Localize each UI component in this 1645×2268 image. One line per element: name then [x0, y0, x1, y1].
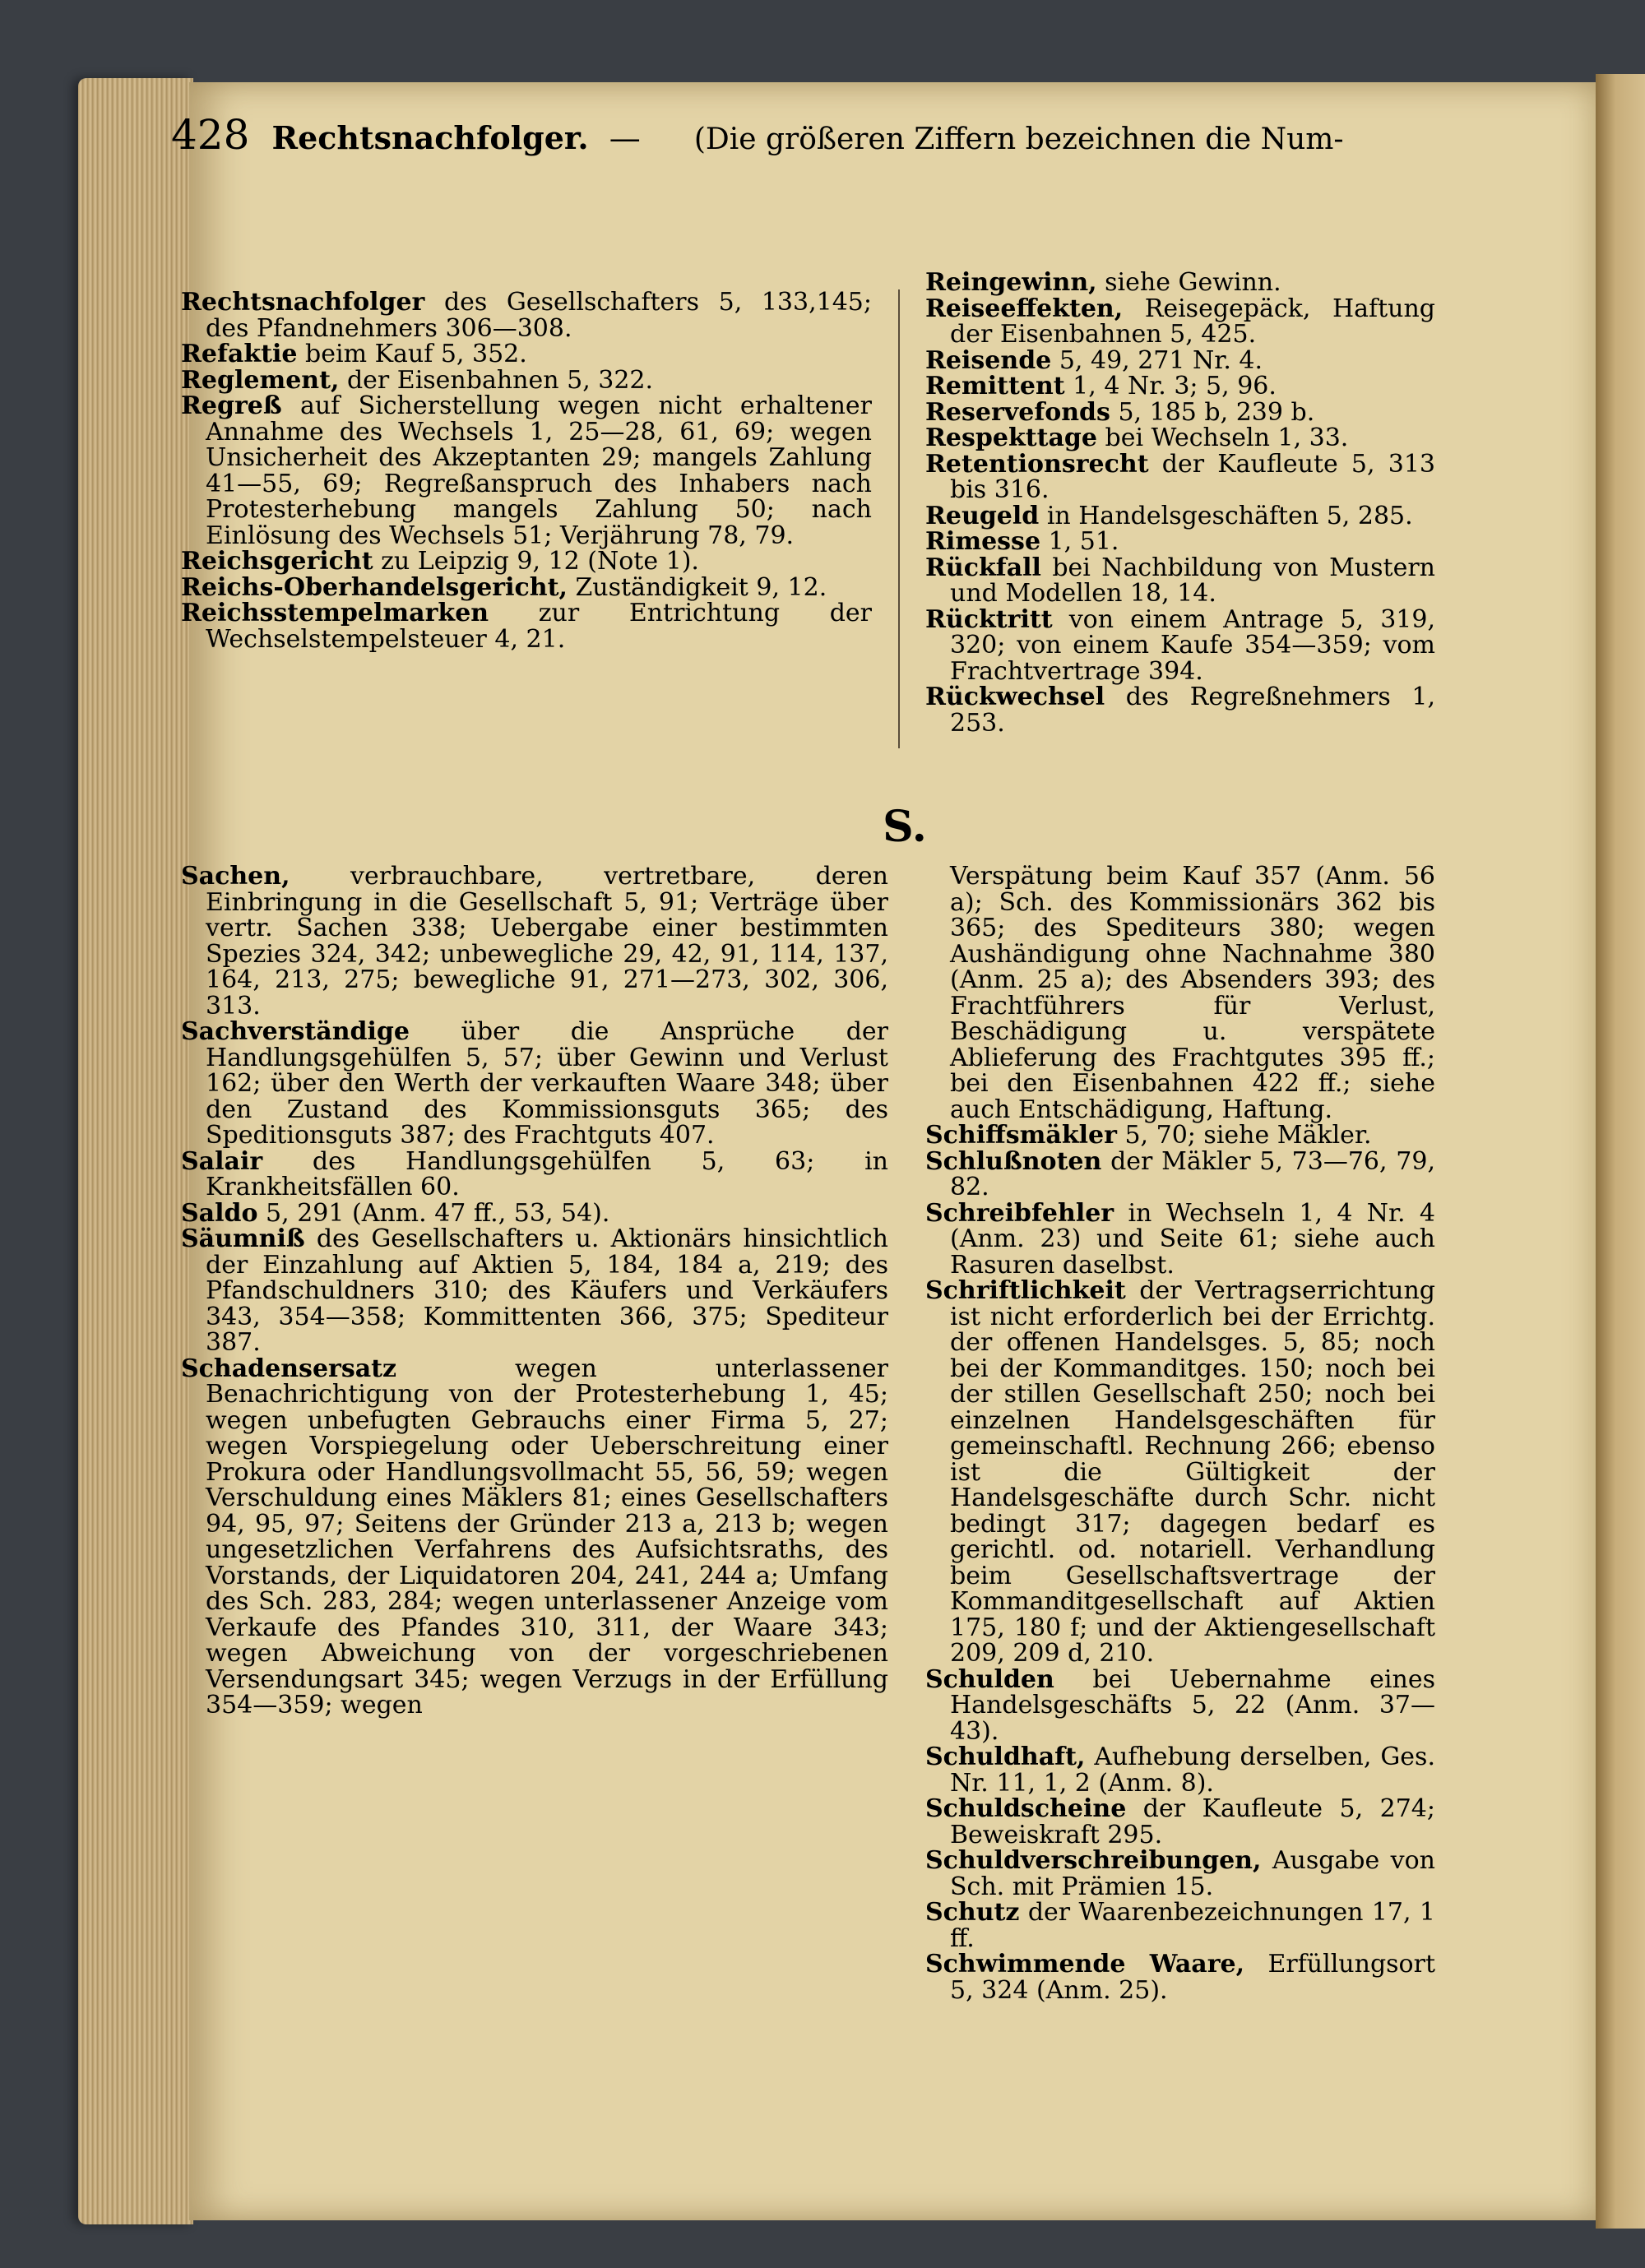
index-entry	[181, 1019, 888, 1149]
entry-text: auf Sicherstellung wegen nicht erhaltener Annahme des Wechsels 1, 25—28, 61, 69; wegen Unsicherheit des Akzeptanten 29; mangels Zahlung 41—55, 69; Regreßanspruch des Inhabers nach Protesterhebung mangels Zahlung 50; nach Einlösung des Wechsels 51; Verjährung 78, 79.	[206, 391, 872, 550]
index-entry	[925, 373, 1435, 400]
entry-text: Aufhebung derselben, Ges. Nr. 11, 1, 2 (Anm. 8).	[950, 1743, 1435, 1798]
index-entry	[925, 345, 1435, 375]
entry-headword: Respekttage	[925, 424, 1097, 452]
index-entry	[925, 1122, 1435, 1149]
index-entry	[925, 1744, 1435, 1796]
entry-text: der Kaufleute 5, 313 bis 316.	[950, 449, 1435, 504]
entry-text: des Handlungsgehülfen 5, 63; in Krankheitsfällen 60.	[206, 1146, 888, 1201]
entry-headword: Rückfall	[925, 553, 1041, 582]
entry-headword: Retentionsrecht	[925, 449, 1149, 479]
entry-text: 5, 70; siehe Mäkler.	[1116, 1121, 1372, 1150]
header-dash: —	[609, 120, 641, 156]
entry-headword: Reglement,	[181, 365, 340, 395]
entry-text: zur Entrichtung der Wechselstempelsteuer 4, 21.	[206, 599, 872, 654]
entry-text: Ausgabe von Sch. mit Prämien 15.	[950, 1846, 1435, 1901]
entry-text: von einem Antrage 5, 319, 320; von einem Kaufe 354—359; vom Frachtvertrage 394.	[950, 604, 1435, 686]
entry-headword: Refaktie	[181, 340, 298, 368]
index-entry	[181, 863, 888, 1019]
index-entry	[925, 684, 1435, 736]
entry-text: des Regreßnehmers 1, 253.	[950, 683, 1435, 738]
index-entry	[181, 1198, 888, 1228]
entry-headword: Reugeld	[925, 501, 1040, 530]
entry-text: über die Ansprüche der Handlungsgehülfen 5, 57; über Gewinn und Verlust 162; über den Werth der verkauften Waare 348; über den Zustand des Kommissionsguts 365; des Speditionsguts 387; des Frachtguts 407.	[206, 1017, 888, 1150]
entry-text: in Handelsgeschäften 5, 285.	[1039, 501, 1413, 530]
entry-headword: Schuldscheine	[925, 1794, 1127, 1823]
entry-text: wegen unterlassener Benachrichtigung von der Protesterhebung 1, 45; wegen unbefugten Gebrauchs einer Firma 5, 27; wegen Vorspiegelung oder Ueberschreitung einer Prokura oder Handlungsvollmacht 55, 56, 59; wegen Verschuldung eines Mäklers 81; eines Gesellschafters 94, 95, 97; Seitens der Gründer 213 a, 213 b; wegen ungesetzlichen Verfahrens des Aufsichtsraths, des Vorstands, der Liquidatoren 204, 241, 244 a; Umfang des Sch. 283, 284; wegen unterlassener Anzeige vom Verkaufe des Pfandes 310, 311, der Waare 343; wegen Abweichung von der vorgeschriebenen Versendungsart 345; wegen Verzugs in der Erfüllung 354—359; wegen	[206, 1354, 888, 1720]
index-entry	[181, 341, 872, 368]
index-entry	[925, 1796, 1435, 1848]
entry-text: verbrauchbare, vertretbare, deren Einbringung in die Gesellschaft 5, 91; Verträge über vertr. Sachen 338; Uebergabe einer bestimmten Spezies 324, 342; unbewegliche 29, 42, 91, 114, 137, 164, 213, 275; bewegliche 91, 271—273, 302, 306, 313.	[206, 862, 888, 1021]
header-title: Rechtsnachfolger.	[271, 119, 589, 156]
entry-text: Zuständigkeit 9, 12.	[567, 572, 827, 602]
index-entry	[181, 1226, 888, 1356]
index-entry	[925, 1900, 1435, 1951]
entry-headword: Sachverständige	[181, 1017, 410, 1046]
entry-headword: Rechtsnachfolger	[181, 288, 425, 317]
facing-page-edge	[1596, 74, 1645, 2229]
entry-headword: Reichs-Oberhandelsgericht,	[181, 572, 568, 602]
index-entry	[925, 425, 1435, 451]
index-entry	[925, 529, 1435, 555]
column-bottom-left	[181, 863, 888, 1719]
index-entry	[925, 1664, 1435, 1746]
entry-text: bei Uebernahme eines Handelsgeschäfts 5, 22 (Anm. 37—43).	[950, 1664, 1435, 1746]
entry-headword: Remittent	[925, 372, 1065, 400]
entry-text: 5, 49, 271 Nr. 4.	[1051, 345, 1263, 375]
entry-text: siehe Gewinn.	[1096, 268, 1281, 297]
index-entry	[925, 451, 1435, 503]
entry-headword: Schuldhaft,	[925, 1743, 1086, 1771]
entry-continuation: Verspätung beim Kauf 357 (Anm. 56 a); Sch. des Kommissionärs 362 bis 365; des Spediteurs 380; wegen Aushändigung ohne Nachnahme 380 (Anm. 25 a); des Absenders 393; des Frachtführers für Verlust, Beschädigung u. verspätete Ablieferung des Frachtgutes 395 ff.; bei den Eisenbahnen 422 ff.; siehe auch Entschädigung, Haftung.	[950, 862, 1435, 1124]
index-entry	[181, 1146, 888, 1201]
entry-headword: Rückwechsel	[925, 683, 1105, 711]
entry-headword: Reisende	[925, 345, 1052, 375]
entry-headword: Schiffsmäkler	[925, 1121, 1117, 1150]
page-number: 428	[171, 111, 250, 159]
entry-text: in Wechseln 1, 4 Nr. 4 (Anm. 23) und Seite 61; siehe auch Rasuren daselbst.	[950, 1198, 1435, 1280]
entry-headword: Reservefonds	[925, 397, 1110, 427]
entry-text: der Mäkler 5, 73—76, 79, 82.	[950, 1146, 1435, 1201]
entry-text: des Gesellschafters 5, 133,145; des Pfandnehmers 306—308.	[206, 288, 872, 343]
entry-headword: Schriftlichkeit	[925, 1276, 1126, 1305]
entry-text: Reisegepäck, Haftung der Eisenbahnen 5, 425.	[950, 294, 1435, 349]
entry-headword: Schulden	[925, 1664, 1054, 1694]
index-entry	[181, 393, 872, 548]
index-entry	[181, 1356, 888, 1719]
index-entry	[181, 365, 872, 395]
entry-text: der Kaufleute 5, 274; Beweiskraft 295.	[950, 1794, 1435, 1849]
entry-headword: Sachen,	[181, 862, 290, 891]
index-entry	[925, 270, 1435, 296]
entry-text: 5, 291 (Anm. 47 ff., 53, 54).	[257, 1198, 610, 1228]
entry-headword: Regreß	[181, 391, 282, 420]
index-entry	[925, 1198, 1435, 1280]
entry-headword: Schutz	[925, 1898, 1020, 1927]
entry-text: zu Leipzig 9, 12 (Note 1).	[373, 547, 699, 576]
entry-headword: Reichsgericht	[181, 547, 373, 576]
index-entry	[181, 572, 872, 602]
running-head	[171, 111, 1388, 169]
index-entry	[925, 397, 1435, 427]
index-entry	[925, 1278, 1435, 1667]
entry-text: der Vertragserrichtung ist nicht erforderlich bei der Errichtg. der offenen Handelsges. 5, 85; noch bei der Kommanditges. 150; noch bei der stillen Gesellschaft 250; noch bei einzelnen Handelsgeschäften für gemeinschaftl. Rechnung 266; ebenso ist die Gültigkeit der Handelsgeschäfte durch Schr. nicht bedingt 317; dagegen bedarf es gerichtl. od. notariell. Verhandlung beim Gesellschaftsvertrage der Kommanditgesellschaft auf Aktien 175, 180 f; und der Aktiengesellschaft 209, 209 d, 210.	[950, 1276, 1435, 1668]
column-divider	[898, 289, 900, 748]
entry-headword: Reiseeffekten,	[925, 294, 1124, 323]
entry-headword: Reichsstempelmarken	[181, 599, 489, 627]
entry-text: 5, 185 b, 239 b.	[1110, 397, 1315, 427]
entry-text: beim Kauf 5, 352.	[297, 340, 527, 368]
index-entry	[925, 604, 1435, 686]
index-entry	[925, 503, 1435, 530]
entry-headword: Schreibfehler	[925, 1198, 1114, 1228]
entry-text: 1, 4 Nr. 3; 5, 96.	[1064, 372, 1277, 400]
column-bottom-right	[925, 863, 1435, 2003]
entry-text: bei Wechseln 1, 33.	[1096, 424, 1349, 452]
entry-headword: Schadensersatz	[181, 1354, 397, 1383]
index-entry	[181, 289, 872, 341]
index-entry	[925, 555, 1435, 607]
header-note: (Die größeren Ziffern bezeichnen die Num-	[693, 123, 1344, 156]
entry-text: 1, 51.	[1040, 527, 1119, 556]
entry-headword: Säumniß	[181, 1224, 305, 1253]
entry-text: Erfüllungsort 5, 324 (Anm. 25).	[950, 1950, 1435, 2005]
entry-headword: Reingewinn,	[925, 268, 1097, 297]
page-edges	[78, 78, 193, 2224]
entry-headword: Rimesse	[925, 527, 1041, 556]
index-entry	[925, 1951, 1435, 2003]
entry-text: des Gesellschafters u. Aktionärs hinsichtlich der Einzahlung auf Aktien 5, 184, 184 a, 219; des Pfandschuldners 310; des Käufers und Verkäufers 343, 354—358; Kommittenten 366, 375; Spediteur 387.	[206, 1224, 888, 1357]
entry-headword: Rücktritt	[925, 604, 1053, 634]
entry-headword: Schuldverschreibungen,	[925, 1846, 1262, 1875]
section-letter: S.	[883, 802, 927, 852]
entry-text: der Waarenbezeichnungen 17, 1 ff.	[950, 1898, 1435, 1953]
index-entry	[925, 1848, 1435, 1900]
index-entry	[925, 1146, 1435, 1201]
column-top-right	[925, 270, 1435, 736]
column-top-left	[181, 289, 872, 652]
entry-headword: Salair	[181, 1146, 263, 1176]
entry-text: der Eisenbahnen 5, 322.	[339, 365, 654, 395]
index-entry	[181, 548, 872, 575]
entry-text: bei Nachbildung von Mustern und Modellen 18, 14.	[950, 553, 1435, 608]
index-entry	[925, 296, 1435, 348]
entry-headword: Schlußnoten	[925, 1146, 1102, 1176]
entry-headword: Schwimmende Waare,	[925, 1950, 1245, 1979]
entry-headword: Saldo	[181, 1198, 258, 1228]
index-entry	[181, 600, 872, 652]
